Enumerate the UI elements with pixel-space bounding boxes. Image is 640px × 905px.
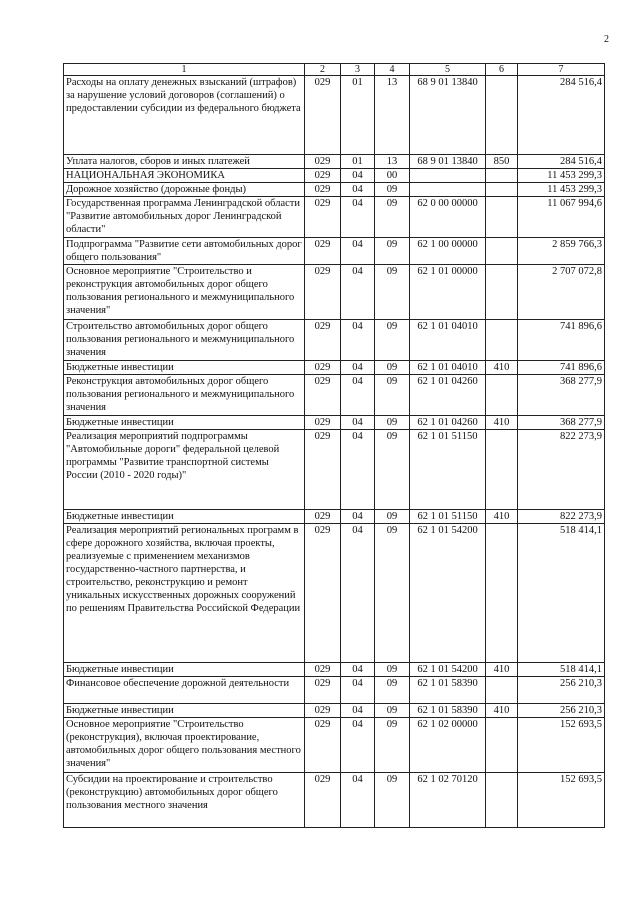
cell-target-article: 68 9 01 13840 (410, 155, 486, 169)
cell-target-article: 62 1 01 04260 (410, 375, 486, 416)
cell-target-article: 62 1 01 04260 (410, 416, 486, 430)
cell-amount: 256 210,3 (518, 677, 605, 704)
cell-subsection: 09 (375, 265, 410, 320)
page-number: 2 (604, 34, 609, 45)
cell-section: 04 (341, 510, 375, 524)
cell-section: 04 (341, 416, 375, 430)
row-description: Подпрограмма "Развитие сети автомобильных дорог общего пользования" (64, 238, 305, 265)
cell-ministry: 029 (305, 773, 341, 828)
cell-subsection: 09 (375, 320, 410, 361)
cell-amount: 11 453 299,3 (518, 183, 605, 197)
row-description: Основное мероприятие "Строительство и реконструкция автомобильных дорог общего пользования регионального и межмуниципального значения" (64, 265, 305, 320)
cell-expense-type (486, 773, 518, 828)
cell-subsection: 09 (375, 704, 410, 718)
cell-expense-type (486, 375, 518, 416)
cell-ministry: 029 (305, 155, 341, 169)
cell-ministry: 029 (305, 430, 341, 510)
cell-ministry: 029 (305, 718, 341, 773)
cell-target-article: 62 1 01 54200 (410, 524, 486, 663)
column-header: 2 (305, 64, 341, 76)
cell-target-article: 68 9 01 13840 (410, 76, 486, 155)
cell-ministry: 029 (305, 238, 341, 265)
cell-target-article: 62 1 02 00000 (410, 718, 486, 773)
cell-expense-type (486, 265, 518, 320)
table-body (64, 76, 605, 828)
cell-section: 04 (341, 375, 375, 416)
cell-target-article: 62 1 01 51150 (410, 430, 486, 510)
column-header: 5 (410, 64, 486, 76)
cell-expense-type: 410 (486, 361, 518, 375)
cell-amount: 822 273,9 (518, 510, 605, 524)
column-header: 1 (64, 64, 305, 76)
cell-ministry: 029 (305, 265, 341, 320)
cell-ministry: 029 (305, 510, 341, 524)
cell-ministry: 029 (305, 169, 341, 183)
cell-target-article (410, 183, 486, 197)
table-row (64, 76, 605, 155)
cell-subsection: 09 (375, 524, 410, 663)
cell-amount: 368 277,9 (518, 375, 605, 416)
cell-amount: 368 277,9 (518, 416, 605, 430)
table-row (64, 320, 605, 361)
cell-subsection: 00 (375, 169, 410, 183)
cell-subsection: 09 (375, 197, 410, 238)
cell-section: 04 (341, 773, 375, 828)
cell-expense-type: 410 (486, 416, 518, 430)
cell-section: 04 (341, 238, 375, 265)
column-header: 3 (341, 64, 375, 76)
cell-ministry: 029 (305, 375, 341, 416)
row-description: Реконструкция автомобильных дорог общего пользования регионального и межмуниципального значения (64, 375, 305, 416)
row-description: Бюджетные инвестиции (64, 663, 305, 677)
cell-amount: 518 414,1 (518, 524, 605, 663)
cell-subsection: 09 (375, 416, 410, 430)
table-row (64, 375, 605, 416)
cell-section: 04 (341, 320, 375, 361)
cell-target-article: 62 1 01 58390 (410, 677, 486, 704)
cell-target-article: 62 1 01 04010 (410, 361, 486, 375)
row-description: Реализация мероприятий подпрограммы "Автомобильные дороги" федеральной целевой программы "Развитие транспортной системы России (2010 - 2020 годы)" (64, 430, 305, 510)
cell-amount: 741 896,6 (518, 361, 605, 375)
cell-subsection: 09 (375, 183, 410, 197)
cell-amount: 518 414,1 (518, 663, 605, 677)
cell-section: 04 (341, 169, 375, 183)
cell-ministry: 029 (305, 704, 341, 718)
cell-amount: 2 859 766,3 (518, 238, 605, 265)
row-description: Бюджетные инвестиции (64, 361, 305, 375)
cell-expense-type (486, 197, 518, 238)
table-row (64, 361, 605, 375)
cell-section: 01 (341, 76, 375, 155)
row-description: Уплата налогов, сборов и иных платежей (64, 155, 305, 169)
row-description: НАЦИОНАЛЬНАЯ ЭКОНОМИКА (64, 169, 305, 183)
table-row (64, 169, 605, 183)
cell-expense-type (486, 524, 518, 663)
cell-section: 04 (341, 718, 375, 773)
column-header: 7 (518, 64, 605, 76)
cell-ministry: 029 (305, 524, 341, 663)
cell-section: 04 (341, 183, 375, 197)
cell-target-article: 62 0 00 00000 (410, 197, 486, 238)
table-row (64, 704, 605, 718)
cell-section: 04 (341, 677, 375, 704)
cell-section: 04 (341, 265, 375, 320)
cell-amount: 741 896,6 (518, 320, 605, 361)
cell-target-article: 62 1 01 51150 (410, 510, 486, 524)
table-row (64, 524, 605, 663)
cell-expense-type (486, 183, 518, 197)
row-description: Строительство автомобильных дорог общего пользования регионального и межмуниципального значения (64, 320, 305, 361)
cell-amount: 284 516,4 (518, 76, 605, 155)
table-row (64, 265, 605, 320)
cell-section: 04 (341, 430, 375, 510)
cell-target-article: 62 1 01 54200 (410, 663, 486, 677)
cell-section: 04 (341, 704, 375, 718)
table-row (64, 183, 605, 197)
column-header: 6 (486, 64, 518, 76)
row-description: Реализация мероприятий региональных программ в сфере дорожного хозяйства, включая проекты, реализуемые с применением механизмов государственно-частного партнерства, и строительство, реконструкцию и ремонт уникальных искусственных дорожных сооружений по решениям Правительства Российской Федерации (64, 524, 305, 663)
cell-expense-type (486, 169, 518, 183)
cell-amount: 152 693,5 (518, 718, 605, 773)
cell-ministry: 029 (305, 183, 341, 197)
table-row (64, 155, 605, 169)
cell-subsection: 09 (375, 773, 410, 828)
table-row (64, 677, 605, 704)
cell-expense-type: 410 (486, 663, 518, 677)
cell-amount: 284 516,4 (518, 155, 605, 169)
cell-target-article: 62 1 01 58390 (410, 704, 486, 718)
cell-ministry: 029 (305, 361, 341, 375)
cell-section: 04 (341, 361, 375, 375)
row-description: Бюджетные инвестиции (64, 416, 305, 430)
row-description: Бюджетные инвестиции (64, 704, 305, 718)
cell-subsection: 13 (375, 155, 410, 169)
cell-subsection: 09 (375, 510, 410, 524)
cell-subsection: 09 (375, 361, 410, 375)
table-row (64, 238, 605, 265)
table-row (64, 197, 605, 238)
cell-section: 04 (341, 197, 375, 238)
cell-expense-type (486, 677, 518, 704)
table-row (64, 718, 605, 773)
cell-target-article: 62 1 01 00000 (410, 265, 486, 320)
row-description: Государственная программа Ленинградской области "Развитие автомобильных дорог Ленинградской области" (64, 197, 305, 238)
cell-ministry: 029 (305, 320, 341, 361)
cell-subsection: 09 (375, 663, 410, 677)
cell-expense-type (486, 718, 518, 773)
cell-ministry: 029 (305, 677, 341, 704)
cell-ministry: 029 (305, 197, 341, 238)
cell-expense-type: 410 (486, 704, 518, 718)
cell-subsection: 09 (375, 677, 410, 704)
cell-target-article: 62 1 02 70120 (410, 773, 486, 828)
table-row (64, 663, 605, 677)
cell-target-article: 62 1 01 04010 (410, 320, 486, 361)
table-row (64, 430, 605, 510)
cell-expense-type (486, 320, 518, 361)
cell-subsection: 09 (375, 430, 410, 510)
cell-subsection: 09 (375, 375, 410, 416)
cell-expense-type (486, 76, 518, 155)
row-description: Субсидии на проектирование и строительство (реконструкцию) автомобильных дорог общего пользования местного значения (64, 773, 305, 828)
cell-target-article (410, 169, 486, 183)
cell-target-article: 62 1 00 00000 (410, 238, 486, 265)
row-description: Бюджетные инвестиции (64, 510, 305, 524)
cell-amount: 11 453 299,3 (518, 169, 605, 183)
row-description: Дорожное хозяйство (дорожные фонды) (64, 183, 305, 197)
cell-amount: 822 273,9 (518, 430, 605, 510)
row-description: Основное мероприятие "Строительство (реконструкция), включая проектирование, автомобильных дорог общего пользования местного значения" (64, 718, 305, 773)
cell-ministry: 029 (305, 76, 341, 155)
column-header: 4 (375, 64, 410, 76)
cell-amount: 11 067 994,6 (518, 197, 605, 238)
cell-expense-type (486, 430, 518, 510)
row-description: Финансовое обеспечение дорожной деятельности (64, 677, 305, 704)
cell-amount: 152 693,5 (518, 773, 605, 828)
cell-amount: 2 707 072,8 (518, 265, 605, 320)
cell-section: 04 (341, 524, 375, 663)
table-row (64, 510, 605, 524)
cell-subsection: 13 (375, 76, 410, 155)
cell-subsection: 09 (375, 238, 410, 265)
budget-table (63, 63, 605, 828)
cell-amount: 256 210,3 (518, 704, 605, 718)
cell-subsection: 09 (375, 718, 410, 773)
cell-expense-type (486, 238, 518, 265)
row-description: Расходы на оплату денежных взысканий (штрафов) за нарушение условий договоров (соглашений) о предоставлении субсидии из федерального бюджета (64, 76, 305, 155)
table-row (64, 416, 605, 430)
table-header-row (64, 64, 605, 76)
cell-section: 01 (341, 155, 375, 169)
cell-section: 04 (341, 663, 375, 677)
cell-ministry: 029 (305, 663, 341, 677)
cell-expense-type: 850 (486, 155, 518, 169)
cell-expense-type: 410 (486, 510, 518, 524)
cell-ministry: 029 (305, 416, 341, 430)
table-row (64, 773, 605, 828)
